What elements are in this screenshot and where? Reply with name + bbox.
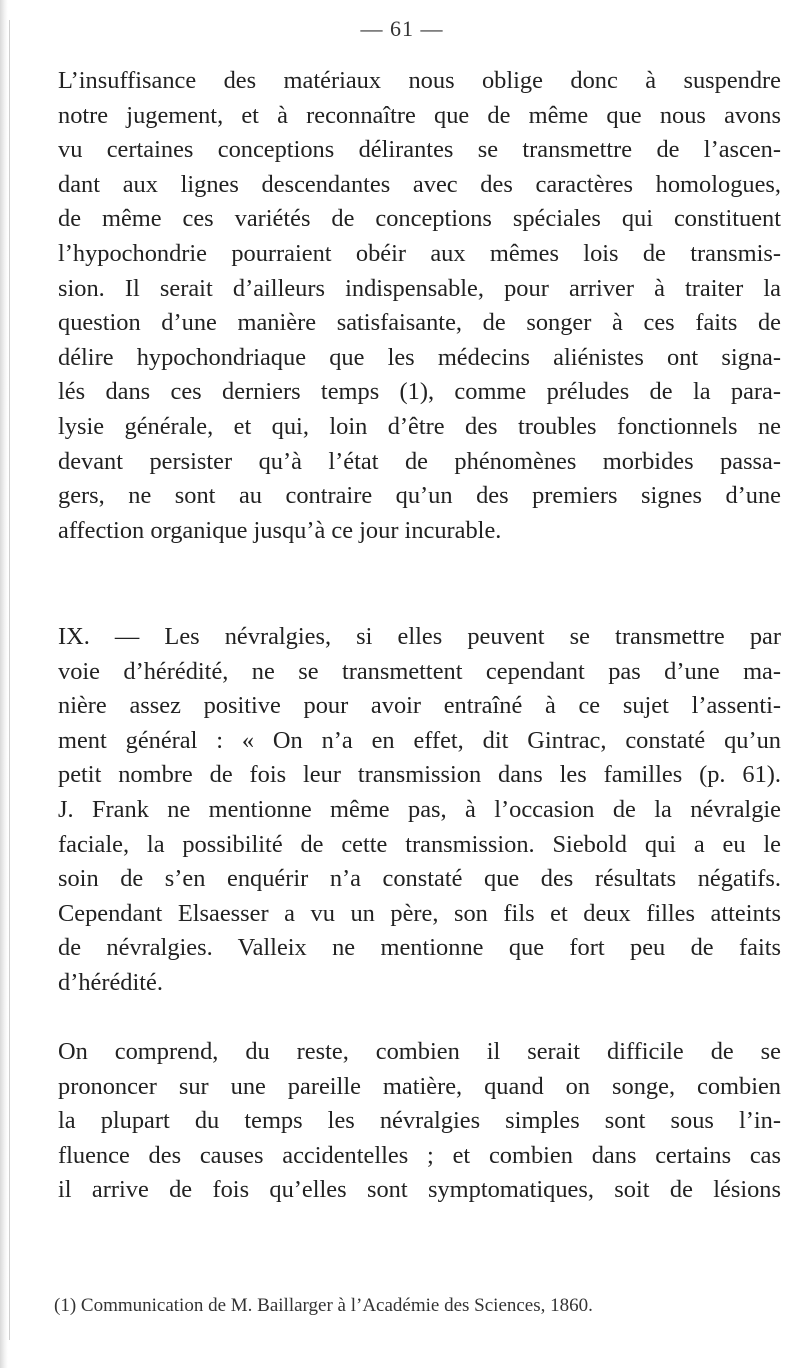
text-line: la plupart du temps les névralgies simples sont sous l’in- — [58, 1107, 781, 1135]
paragraph-3 — [26, 1035, 781, 1208]
text-line: devant persister qu’à l’état de phénomènes morbides passa- — [58, 447, 781, 475]
text-line: voie d’hérédité, ne se transmettent cependant pas d’une ma- — [58, 657, 781, 685]
paragraph-1 — [26, 64, 781, 548]
text-line: lés dans ces derniers temps (1), comme préludes de la para- — [58, 378, 781, 406]
text-line: question d’une manière satisfaisante, de songer à ces faits de — [58, 309, 781, 337]
text-line: petit nombre de fois leur transmission dans les familles (p. 61). — [58, 761, 781, 789]
text-line: IX. — Les névralgies, si elles peuvent se transmettre par — [58, 623, 781, 650]
paragraph-2 — [26, 620, 781, 1001]
text-line: Cependant Elsaesser a vu un père, son fils et deux filles atteints — [58, 899, 781, 927]
footnote: (1) Communication de M. Baillarger à l’Académie des Sciences, 1860. — [54, 1295, 593, 1316]
text-line: vu certaines conceptions délirantes se transmettre de l’ascen- — [58, 136, 781, 164]
text-line: faciale, la possibilité de cette transmission. Siebold qui a eu le — [58, 830, 781, 858]
text-line: dant aux lignes descendantes avec des caractères homologues, — [58, 170, 781, 198]
text-line: J. Frank ne mentionne même pas, à l’occasion de la névralgie — [58, 795, 781, 823]
text-line: de même ces variétés de conceptions spéciales qui constituent — [58, 205, 781, 233]
text-line: lysie générale, et qui, loin d’être des troubles fonctionnels ne — [58, 412, 781, 440]
text-line: affection organique jusqu’à ce jour incurable. — [58, 516, 502, 544]
page-edge-line — [9, 20, 10, 1340]
text-line: fluence des causes accidentelles ; et combien dans certains cas — [58, 1141, 781, 1169]
text-line: On comprend, du reste, combien il serait difficile de se — [58, 1038, 781, 1065]
text-line: d’hérédité. — [58, 968, 163, 996]
text-line: nière assez positive pour avoir entraîné à ce sujet l’assenti- — [58, 692, 781, 720]
text-line: soin de s’en enquérir n’a constaté que des résultats négatifs. — [58, 865, 781, 893]
text-line: de névralgies. Valleix ne mentionne que fort peu de faits — [58, 934, 781, 962]
text-line: prononcer sur une pareille matière, quand on songe, combien — [58, 1072, 781, 1100]
text-line: l’hypochondrie pourraient obéir aux mêmes lois de transmis- — [58, 239, 781, 267]
text-line: ment général : « On n’a en effet, dit Gintrac, constaté qu’un — [58, 726, 781, 754]
page-number: — 61 — — [360, 16, 444, 41]
page-binding-edge — [0, 0, 8, 1368]
text-line: sion. Il serait d’ailleurs indispensable, pour arriver à traiter la — [58, 274, 781, 302]
text-line: notre jugement, et à reconnaître que de même que nous avons — [58, 101, 781, 129]
text-line: il arrive de fois qu’elles sont symptomatiques, soit de lésions — [58, 1176, 781, 1204]
text-line: L’insuffisance des matériaux nous oblige donc à suspendre — [58, 67, 781, 94]
text-line: délire hypochondriaque que les médecins aliénistes ont signa- — [58, 343, 781, 371]
text-line: gers, ne sont au contraire qu’un des premiers signes d’une — [58, 482, 781, 510]
